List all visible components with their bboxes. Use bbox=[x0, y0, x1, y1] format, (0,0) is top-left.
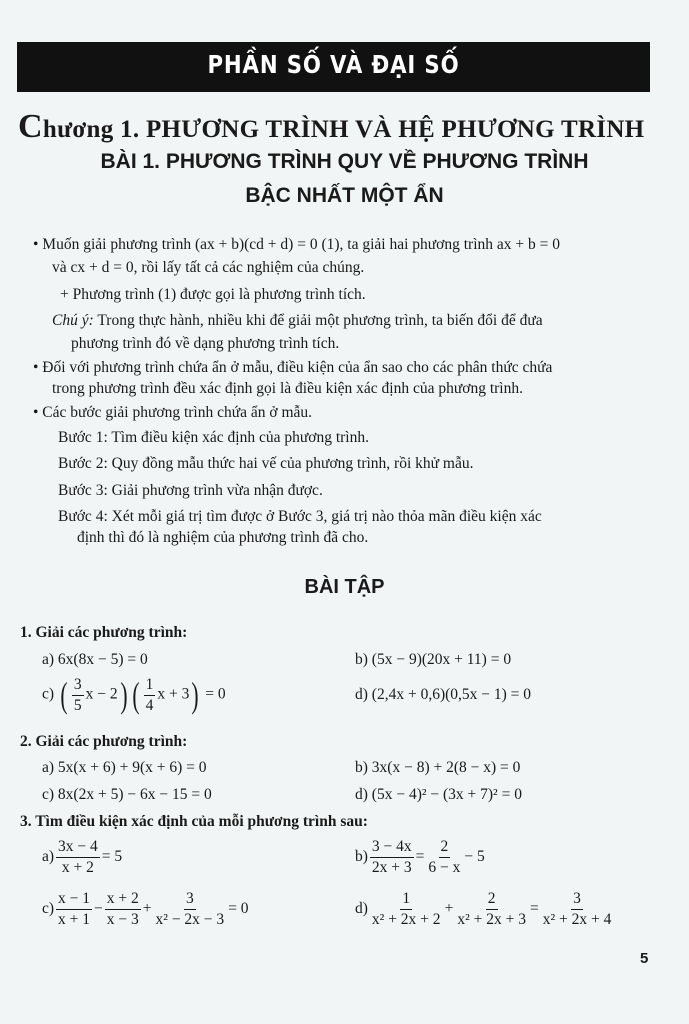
fraction: $\frac{2}{6 - x}$ bbox=[428, 838, 461, 876]
exercise-2d: d) (5x − 4)² − (3x + 7)² = 0 bbox=[355, 786, 522, 803]
theory-line: • Các bước giải phương trình chứa ẩn ở mẫu. bbox=[33, 404, 313, 421]
exercises-heading: BÀI TẬP bbox=[304, 576, 385, 598]
item-label: c) bbox=[42, 685, 55, 703]
step-4-cont: định thì đó là nghiệm của phương trình đã cho. bbox=[77, 529, 369, 546]
fraction: $\frac{3}{\text{x² + 2x + 4}}$ bbox=[542, 890, 612, 928]
chapter-initial: C bbox=[18, 108, 43, 145]
step-4: Bước 4: Xét mỗi giá trị tìm được ở Bước 3, giá trị nào thỏa mãn điều kiện xác bbox=[58, 508, 542, 525]
lesson-title-line1: BÀI 1. PHƯƠNG TRÌNH QUY VỀ PHƯƠNG TRÌNH bbox=[100, 150, 589, 173]
part-banner bbox=[17, 42, 650, 92]
note-label: Chú ý: bbox=[52, 312, 94, 329]
note-text: Trong thực hành, nhiều khi để giải một phương trình, ta biến đổi để đưa bbox=[97, 312, 543, 329]
fraction: $\frac{1}{4}$ bbox=[145, 675, 154, 714]
fraction: $\frac{3}{\text{x² − 2x − 3}}$ bbox=[155, 890, 225, 928]
exercise-1d: d) (2,4x + 0,6)(0,5x − 1) = 0 bbox=[355, 686, 532, 703]
exercise-2-title: 2. Giải các phương trình: bbox=[20, 733, 188, 750]
exercise-2b: b) 3x(x − 8) + 2(8 − x) = 0 bbox=[355, 759, 521, 776]
exercise-1b: b) (5x − 9)(20x + 11) = 0 bbox=[355, 651, 512, 668]
chapter-title: hương 1. PHƯƠNG TRÌNH VÀ HỆ PHƯƠNG TRÌNH bbox=[42, 116, 645, 143]
chapter-heading bbox=[18, 108, 644, 146]
lesson-title-line2: BẬC NHẤT MỘT ẨN bbox=[245, 184, 444, 207]
note-line bbox=[52, 312, 543, 330]
fraction: $\frac{1}{\text{x² + 2x + 2}}$ bbox=[371, 890, 441, 928]
theory-line: trong phương trình đều xác định gọi là điều kiện xác định của phương trình. bbox=[52, 380, 523, 397]
exercise-3d: d) $\frac{1}{\text{x² + 2x + 2}}$ + $\frac{2}{\text{x² + 2x + 3}}$ = $\frac{3}{\text{x² + 2x + 4}}$ bbox=[355, 890, 612, 928]
fraction: $\frac{x + 2}{x - 3}$ bbox=[106, 890, 139, 928]
fraction: $\frac{3x - 4}{x + 2}$ bbox=[58, 838, 98, 876]
exercise-1a: a) 6x(8x − 5) = 0 bbox=[42, 651, 148, 668]
fraction: $\frac{2}{\text{x² + 2x + 3}}$ bbox=[457, 890, 526, 928]
exercise-3b: b) $\frac{3 - 4x}{2x + 3}$ = $\frac{2}{6 - x}$ − 5 bbox=[355, 838, 485, 876]
step-3: Bước 3: Giải phương trình vừa nhận được. bbox=[58, 482, 323, 499]
exercise-2c: c) 8x(2x + 5) − 6x − 15 = 0 bbox=[42, 786, 212, 803]
theory-line: phương trình đó về dạng phương trình tích. bbox=[71, 335, 340, 352]
step-2: Bước 2: Quy đồng mẫu thức hai vế của phương trình, rồi khử mẫu. bbox=[58, 455, 474, 472]
part-title: PHẦN SỐ VÀ ĐẠI SỐ bbox=[207, 50, 460, 79]
exercise-1-title: 1. Giải các phương trình: bbox=[20, 624, 188, 641]
exercise-3c: c) $\frac{x - 1}{x + 1}$ − $\frac{x + 2}{x - 3}$ + $\frac{3}{\text{x² − 2x − 3}}$ = 0 bbox=[42, 890, 249, 928]
fraction: $\frac{x - 1}{x + 1}$ bbox=[58, 890, 91, 928]
page-number: 5 bbox=[640, 950, 649, 967]
fraction: $\frac{3 - 4x}{2x + 3}$ bbox=[371, 838, 412, 876]
theory-line: • Muốn giải phương trình (ax + b)(cd + d) = 0 (1), ta giải hai phương trình ax + b = 0 bbox=[33, 236, 560, 253]
exercise-3a: a) $\frac{3x - 4}{x + 2}$ = 5 bbox=[42, 838, 123, 876]
step-1: Bước 1: Tìm điều kiện xác định của phương trình. bbox=[58, 429, 369, 446]
theory-line: • Đối với phương trình chứa ẩn ở mẫu, điều kiện của ẩn sao cho các phân thức chứa bbox=[33, 359, 553, 376]
theory-line: + Phương trình (1) được gọi là phương trình tích. bbox=[60, 286, 366, 303]
fraction: $\frac{3}{5}$ bbox=[73, 675, 82, 714]
exercise-2a: a) 5x(x + 6) + 9(x + 6) = 0 bbox=[42, 759, 207, 776]
theory-line: và cx + d = 0, rồi lấy tất cả các nghiệm của chúng. bbox=[52, 259, 365, 276]
exercise-1c: c) ( $\frac{3}{5}$ x − 2) ( $\frac{1}{4}$ x + 3) = 0 bbox=[42, 675, 226, 715]
exercise-3-title: 3. Tìm điều kiện xác định của mỗi phương trình sau: bbox=[20, 813, 368, 830]
